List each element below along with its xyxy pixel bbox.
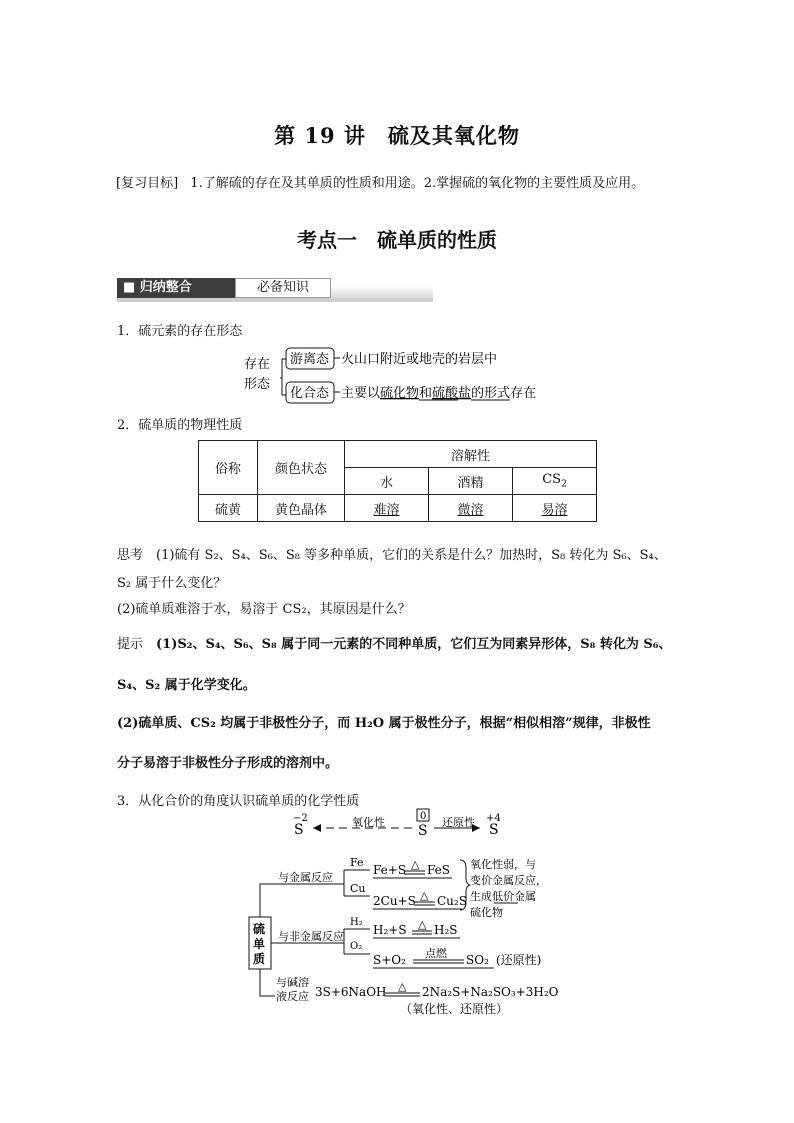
hint-line3: (2)硫单质、CS₂ 均属于非极性分子，而 H₂O 属于极性分子，根据“相似相溶”规律，非极性 [117, 716, 651, 731]
alkali-equals [385, 993, 420, 996]
h2-eq-left: H₂+S [373, 923, 407, 937]
banner-fade [331, 286, 433, 298]
think-line2: S₂ 属于什么变化？ [117, 576, 227, 591]
o2-label: O₂ [350, 941, 363, 952]
oxidizing-arrowhead [313, 824, 321, 832]
o2-equals [413, 960, 464, 963]
value-common-name: 硫黄 [199, 495, 258, 522]
root-char-1: 硫 [253, 922, 266, 936]
existence-root-line2: 形态 [244, 377, 271, 392]
section-title: 考点一 硫单质的性质 [297, 228, 497, 252]
hint-text-1: (1)S₂、S₄、S₆、S₈ 属于同一元素的不同种单质，它们互为同素异形体，S₈ 转化为 S₆、 [156, 637, 672, 652]
item1-heading: 1．硫元素的存在形态 [117, 324, 243, 339]
item3-heading: 3．从化合价的角度认识硫单质的化学性质 [117, 794, 360, 809]
value-water: 难溶 [345, 495, 429, 522]
valence-left-el: S [294, 822, 304, 838]
hint-label: 提示 [117, 637, 157, 652]
hint-line1 [117, 635, 682, 655]
cu-equals [414, 902, 435, 905]
header-alcohol: 酒精 [429, 468, 513, 495]
value-cs2: 易溶 [513, 495, 597, 522]
valence-right-ox: +4 [486, 813, 501, 824]
cu-eq-left: 2Cu+S [373, 894, 416, 908]
hint-line2: S₄、S₂ 属于化学变化。 [117, 678, 256, 693]
value-alcohol: 微溶 [429, 495, 513, 522]
fe-eq-left: Fe+S [373, 863, 407, 877]
section-banner [117, 276, 433, 302]
banner-summary-label: ■ 归纳整合 [117, 278, 235, 298]
sulfide-term: 硫化物 [380, 386, 420, 401]
fe-eq-right: FeS [427, 863, 450, 877]
think-line1: 思考 (1)硫有 S₂、S₄、S₆、S₈ 等多种单质，它们的关系是什么？加热时，S₈ 转化为 S₆、S₄、 [117, 548, 667, 563]
header-cs2: $CS_2$ [513, 468, 597, 495]
combined-state-label: 化合态 [290, 386, 330, 401]
metal-note-3: 生成低价金属 [470, 890, 536, 903]
header-solubility: 溶解性 [345, 441, 597, 468]
valence-mid-ox: 0 [420, 811, 427, 822]
physical-properties-table [198, 440, 597, 522]
valence-right-el: S [489, 822, 499, 838]
cu-eq-right: Cu₂S [437, 894, 467, 908]
banner-underline [117, 298, 433, 302]
item2-heading: 2．硫单质的物理性质 [117, 418, 243, 433]
metal-note-2: 变价金属反应， [470, 874, 547, 887]
root-char-2: 单 [253, 937, 266, 951]
free-state-label: 游离态 [290, 352, 330, 367]
root-char-3: 质 [253, 952, 266, 966]
cu-label: Cu [350, 882, 366, 895]
o2-condition: 点燃 [425, 947, 447, 960]
review-goal-label: [复习目标] [116, 176, 179, 191]
free-state-text: 火山口附近或地壳的岩层中 [341, 352, 498, 367]
page-title: 第 19 讲 硫及其氧化物 [274, 123, 520, 148]
h2-eq-right: H₂S [434, 923, 458, 937]
alkali-delta: △ [398, 980, 407, 993]
review-goal-text: 1.了解硫的存在及其单质的性质和用途。2.掌握硫的氧化物的主要性质及应用。 [190, 176, 645, 191]
valence-left-ox: −2 [293, 813, 308, 824]
reducing-label: 还原性 [442, 816, 475, 829]
fe-equals [404, 871, 425, 874]
sulfate-term: 硫酸盐 [432, 386, 472, 401]
metal-note-1: 氧化性弱，与 [470, 858, 536, 871]
o2-note: (还原性) [496, 953, 542, 967]
sulfur-chemistry-diagram [240, 808, 570, 1018]
h2-label: H₂ [350, 917, 363, 928]
existence-diagram [240, 344, 570, 408]
banner-knowledge-label: 必备知识 [235, 278, 331, 298]
existence-bracket [280, 359, 286, 395]
metal-branch-label: 与金属反应 [278, 871, 333, 884]
h2-delta: △ [418, 918, 427, 931]
nonmetal-branch-label: 与非金属反应 [278, 930, 344, 943]
value-color-state: 黄色晶体 [258, 495, 345, 522]
o2-eq-right: SO₂ [466, 953, 489, 967]
hint-line4: 分子易溶于非极性分子形成的溶剂中。 [117, 756, 339, 771]
alkali-note: （氧化性、还原性） [400, 1002, 509, 1016]
alkali-eq-left: 3S+6NaOH [315, 985, 387, 999]
alkali-branch-label-1: 与碱溶 [276, 976, 309, 989]
combined-state-text: 主要以硫化物和硫酸盐的形式存在 [341, 386, 537, 401]
valence-mid-el: S [418, 823, 428, 839]
fe-delta: △ [411, 858, 420, 871]
o2-eq-left: S+O₂ [373, 953, 406, 967]
think-line3: (2)硫单质难溶于水，易溶于 CS₂，其原因是什么？ [117, 602, 411, 617]
existence-root-line1: 存在 [244, 357, 271, 372]
metal-note-4: 硫化物 [470, 906, 503, 919]
review-goal [116, 172, 644, 191]
fe-label: Fe [350, 856, 364, 869]
oxidizing-label: 氧化性 [352, 816, 385, 829]
cu-delta: △ [420, 889, 429, 902]
header-color-state: 颜色状态 [258, 441, 345, 495]
alkali-branch-label-2: 液反应 [276, 990, 309, 1003]
h2-equals [412, 931, 432, 934]
header-common-name: 俗称 [199, 441, 258, 495]
header-water: 水 [345, 468, 429, 495]
alkali-eq-right: 2Na₂S+Na₂SO₃+3H₂O [422, 985, 559, 999]
